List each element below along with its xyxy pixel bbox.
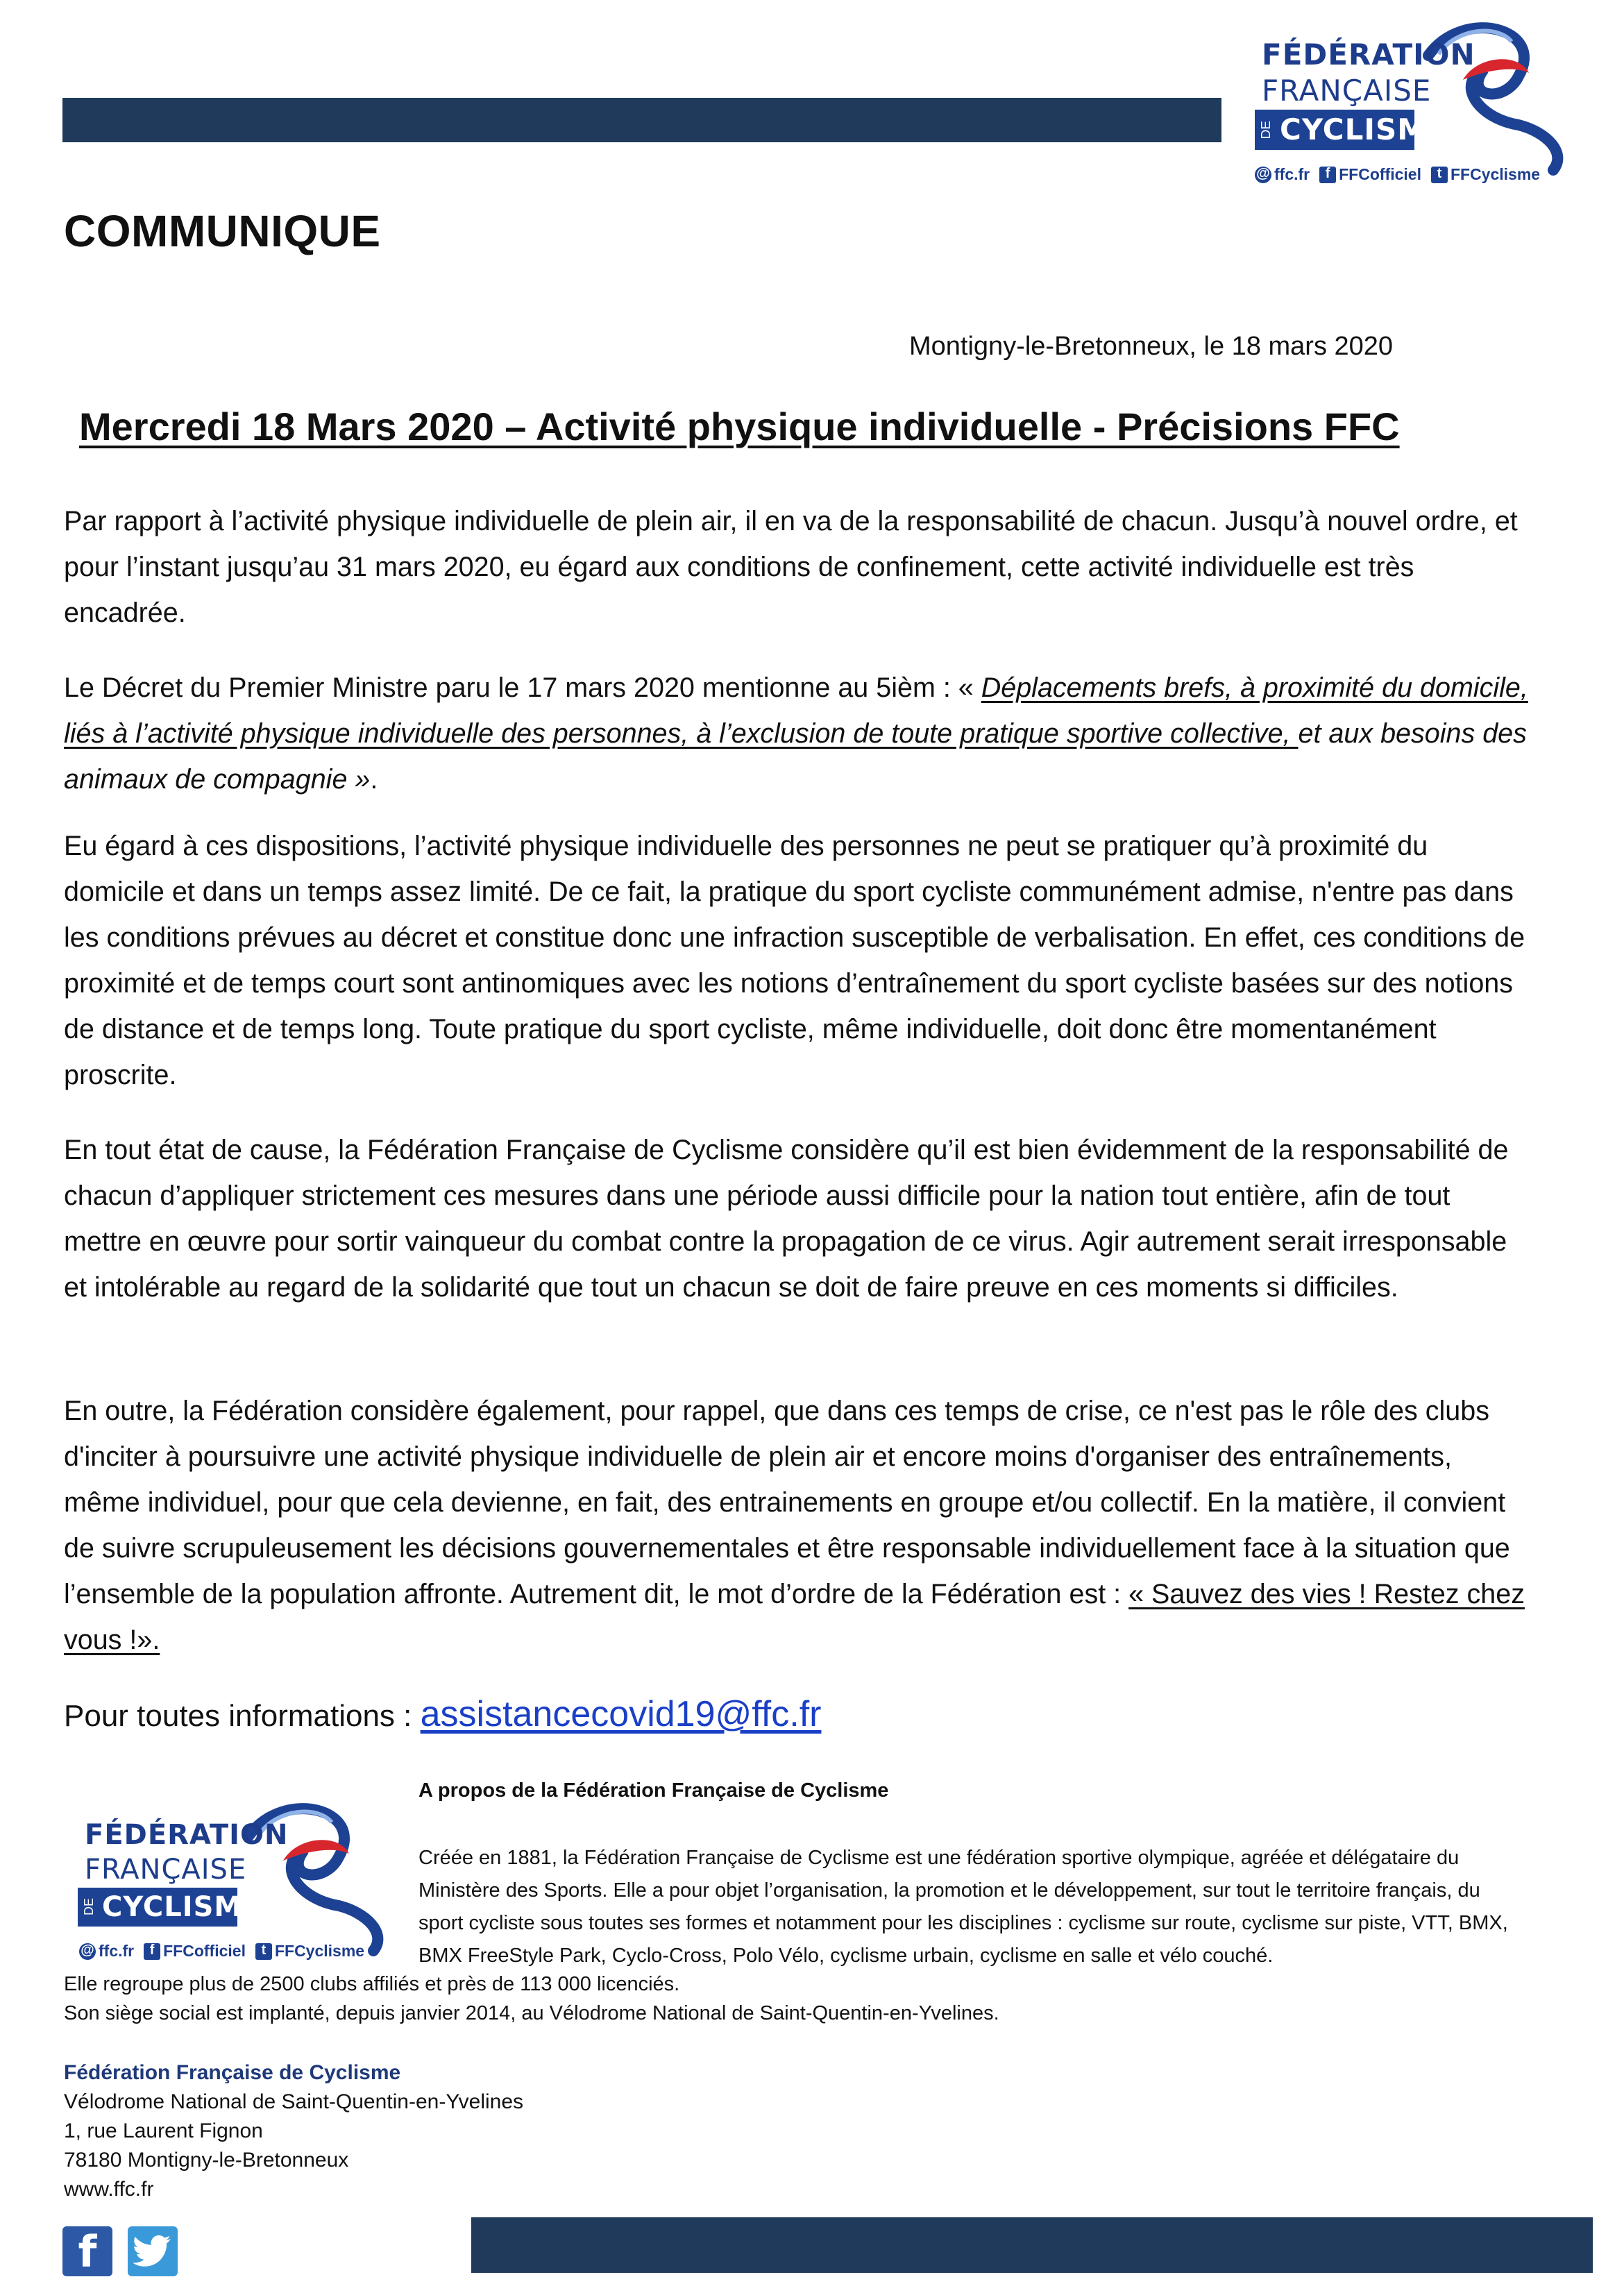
facebook-icon: f (1319, 167, 1336, 183)
logo-band (78, 1888, 262, 1927)
social-label: ffc.fr (1274, 165, 1310, 183)
address-line: 78180 Montigny-le-Bretonneux (64, 2149, 349, 2172)
twitter-button[interactable] (128, 2226, 178, 2276)
logo-social-row (1255, 165, 1540, 184)
facebook-icon: f (144, 1943, 160, 1960)
decree-quote-rest: et aux besoins des animaux de compagnie » (64, 718, 1527, 795)
slogan: « Sauvez des vies ! Restez chez vous !». (64, 1579, 1525, 1655)
address-org: Fédération Française de Cyclisme (64, 2061, 401, 2084)
facebook-button[interactable] (62, 2226, 112, 2276)
contact-line (64, 1693, 821, 1735)
social-label: FFCyclisme (1450, 165, 1541, 183)
headline: Mercredi 18 Mars 2020 – Activité physique individuelle - Précisions FFC (79, 405, 1400, 448)
logo-text-cyclisme: CYCLISME (102, 1891, 262, 1923)
paragraph-4: En tout état de cause, la Fédération Française de Cyclisme considère qu’il est bien évidemment de la responsabilité de chacun d’appliquer strictement ces mesures dans une période aussi difficile pour la nation tout entière, afin de tout mettre en œuvre pour sortir vainqueur du combat contre la propagation de ce virus. Agir autrement serait irresponsable et intolérable au regard de la solidarité que tout un chacun se doit de faire preuve en ces moments si difficiles. (64, 1135, 1509, 1303)
paragraph-2-end: . (370, 764, 378, 795)
logo-text-francaise: FRANÇAISE (1262, 74, 1432, 108)
logo-text-federation: FÉDÉRATION (85, 1819, 289, 1851)
about-clubs: Elle regroupe plus de 2500 clubs affiliés et près de 113 000 licenciés. (64, 1973, 680, 1995)
logo-social-row (79, 1942, 364, 1961)
social-ffc[interactable] (1255, 165, 1310, 184)
social-twitter[interactable] (255, 1942, 364, 1961)
paragraph-3: Eu égard à ces dispositions, l’activité physique individuelle des personnes ne peut se pratiquer qu’à proximité du domicile et dans un temps assez limité. De ce fait, la pratique du sport cycliste communément admise, n'entre pas dans les conditions prévues au décret et constitue donc une infraction susceptible de verbalisation. En effet, ces conditions de proximité et de temps court sont antinomiques avec les notions d’entraînement du sport cycliste basées sur des notions de distance et de temps long. Toute pratique du sport cycliste, même individuelle, doit donc être momentanément proscrite. (64, 831, 1525, 1090)
social-label: FFCofficiel (1339, 165, 1421, 183)
website-link[interactable]: www.ffc.fr (64, 2178, 154, 2201)
logo-text-cyclisme: CYCLISME (1280, 112, 1448, 146)
social-label: FFCyclisme (274, 1942, 365, 1960)
address-line: Vélodrome National de Saint-Quentin-en-Yvelines (64, 2090, 524, 2113)
social-facebook[interactable] (1319, 165, 1421, 184)
contact-email-link[interactable]: assistancecovid19@ffc.fr (420, 1694, 822, 1734)
twitter-icon: t (255, 1943, 272, 1960)
at-icon: @ (1255, 167, 1271, 183)
place-date: Montigny-le-Bretonneux, le 18 mars 2020 (909, 332, 1394, 361)
social-ffc[interactable] (79, 1942, 134, 1961)
logo-text-francaise: FRANÇAISE (85, 1854, 247, 1886)
logo-band (1255, 110, 1448, 150)
footer-bar (471, 2217, 1593, 2273)
at-icon: @ (79, 1943, 96, 1960)
twitter-icon: t (1431, 167, 1448, 183)
decree-quote-underlined: Déplacements brefs, à proximité du domicile, liés à l’activité physique individuelle des personnes, à l’exclusion de toute pratique sportive collective, (64, 672, 1528, 749)
twitter-bird-icon (133, 2235, 172, 2268)
logo-text-de: DE (1259, 120, 1274, 139)
social-label: ffc.fr (99, 1942, 135, 1960)
social-facebook[interactable] (144, 1942, 246, 1961)
about-body: Créée en 1881, la Fédération Française de Cyclisme est une fédération sportive olympique, agréée et délégataire du Ministère des Sports. Elle a pour objet l’organisation, la promotion et le développement, sur tout le territoire français, du sport cycliste sous toutes ses formes et notamment pour les disciplines : cyclisme sur route, cyclisme sur piste, VTT, BMX, BMX FreeStyle Park, Cyclo-Cross, Polo Vélo, cyclisme urbain, cyclisme en salle et vélo couché. (418, 1847, 1508, 1967)
paragraph-2-intro: Le Décret du Premier Ministre paru le 17 mars 2020 mentionne au 5ièm : « (64, 672, 981, 703)
paragraph-5-text: En outre, la Fédération considère également, pour rappel, que dans ces temps de crise, ce n'est pas le rôle des clubs d'inciter à poursuivre une activité physique individuelle de plein air et encore moins d'organiser des entraînements, même individuel, pour que cela devienne, en fait, des entrainements en groupe et/ou collectif. En la matière, il convient de suivre scrupuleusement les décisions gouvernementales et être responsable individuellement face à la situation que l’ensemble de la population affronte. Autrement dit, le mot d’ordre de la Fédération est : (64, 1396, 1510, 1609)
address-line: 1, rue Laurent Fignon (64, 2119, 263, 2142)
about-extra (64, 1970, 999, 2028)
address-block (64, 2058, 523, 2204)
logo-text-federation: FÉDÉRATION (1262, 37, 1475, 71)
about-title: A propos de la Fédération Française de Cyclisme (418, 1779, 889, 1802)
social-label: FFCofficiel (163, 1942, 246, 1960)
header-bar (62, 98, 1221, 142)
facebook-icon: f (78, 2226, 97, 2277)
contact-label: Pour toutes informations : (64, 1699, 421, 1733)
about-seat: Son siège social est implanté, depuis janvier 2014, au Vélodrome National de Saint-Quentin-en-Yvelines. (64, 2002, 999, 2024)
document-title: COMMUNIQUE (64, 206, 381, 256)
social-twitter[interactable] (1431, 165, 1540, 184)
logo-text-de: DE (82, 1898, 96, 1916)
ffc-logo-bottom (75, 1795, 389, 1968)
paragraph-2 (64, 665, 1528, 802)
paragraph-5 (64, 1388, 1528, 1663)
paragraph-1: Par rapport à l’activité physique individuelle de plein air, il en va de la responsabilité de chacun. Jusqu’à nouvel ordre, et pour l’instant jusqu’au 31 mars 2020, eu égard aux conditions de confinement, cette activité individuelle est très encadrée. (64, 506, 1518, 628)
ffc-logo-top (1255, 14, 1568, 187)
